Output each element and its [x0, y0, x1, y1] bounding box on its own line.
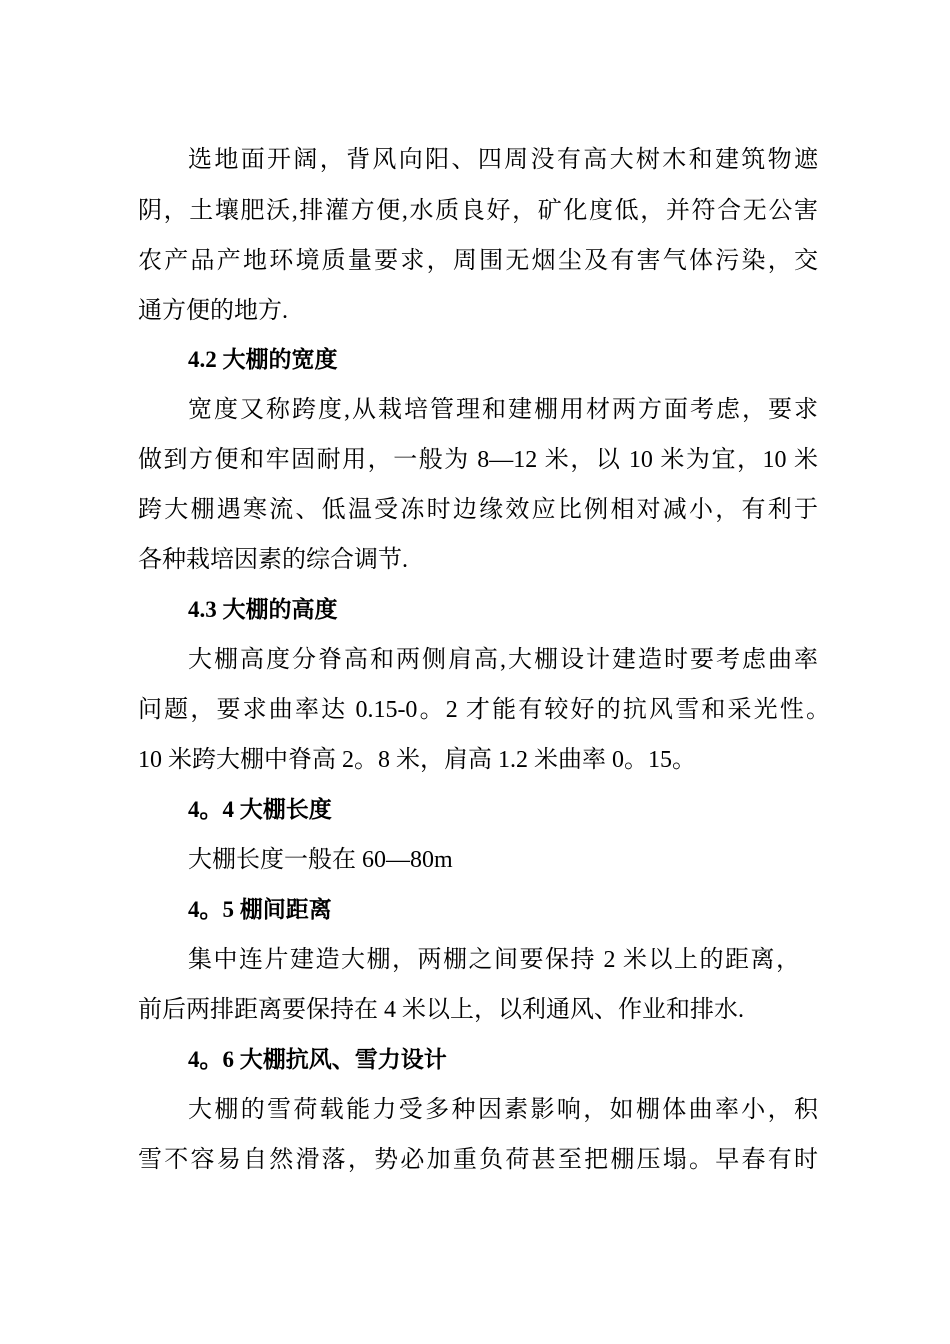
paragraph-line: 做到方便和牢固耐用，一般为 8—12 米，以 10 米为宜，10 米 [138, 447, 818, 473]
paragraph-line: 问题，要求曲率达 0.15-0。2 才能有较好的抗风雪和采光性。 [138, 697, 830, 723]
paragraph-line: 大棚长度一般在 60—80m [188, 847, 453, 873]
paragraph-line: 阴，土壤肥沃,排灌方便,水质良好，矿化度低，并符合无公害 [138, 198, 818, 224]
section-heading-4-5: 4。5 棚间距离 [188, 897, 332, 922]
paragraph-line: 通方便的地方. [138, 298, 288, 324]
paragraph-line: 10 米跨大棚中脊高 2。8 米，肩高 1.2 米曲率 0。15。 [138, 747, 696, 773]
paragraph-line: 农产品产地环境质量要求，周围无烟尘及有害气体污染，交 [138, 248, 818, 274]
paragraph-line: 大棚高度分脊高和两侧肩高,大棚设计建造时要考虑曲率 [188, 647, 818, 673]
paragraph-line: 宽度又称跨度,从栽培管理和建棚用材两方面考虑，要求 [188, 397, 818, 423]
paragraph-line: 跨大棚遇寒流、低温受冻时边缘效应比例相对减小，有利于 [138, 497, 818, 523]
paragraph-line: 雪不容易自然滑落，势必加重负荷甚至把棚压塌。早春有时 [138, 1147, 818, 1173]
paragraph-line: 前后两排距离要保持在 4 米以上，以利通风、作业和排水. [138, 997, 744, 1023]
section-heading-4-6: 4。6 大棚抗风、雪力设计 [188, 1047, 447, 1072]
section-heading-4-3: 4.3 大棚的高度 [188, 597, 338, 622]
section-heading-4-4: 4。4 大棚长度 [188, 797, 332, 822]
paragraph-line: 选地面开阔，背风向阳、四周没有高大树木和建筑物遮 [188, 147, 818, 173]
paragraph-line: 大棚的雪荷载能力受多种因素影响，如棚体曲率小，积 [188, 1097, 818, 1123]
paragraph-line: 集中连片建造大棚，两棚之间要保持 2 米以上的距离， [188, 947, 800, 973]
paragraph-line: 各种栽培因素的综合调节. [138, 547, 408, 573]
section-heading-4-2: 4.2 大棚的宽度 [188, 347, 338, 372]
